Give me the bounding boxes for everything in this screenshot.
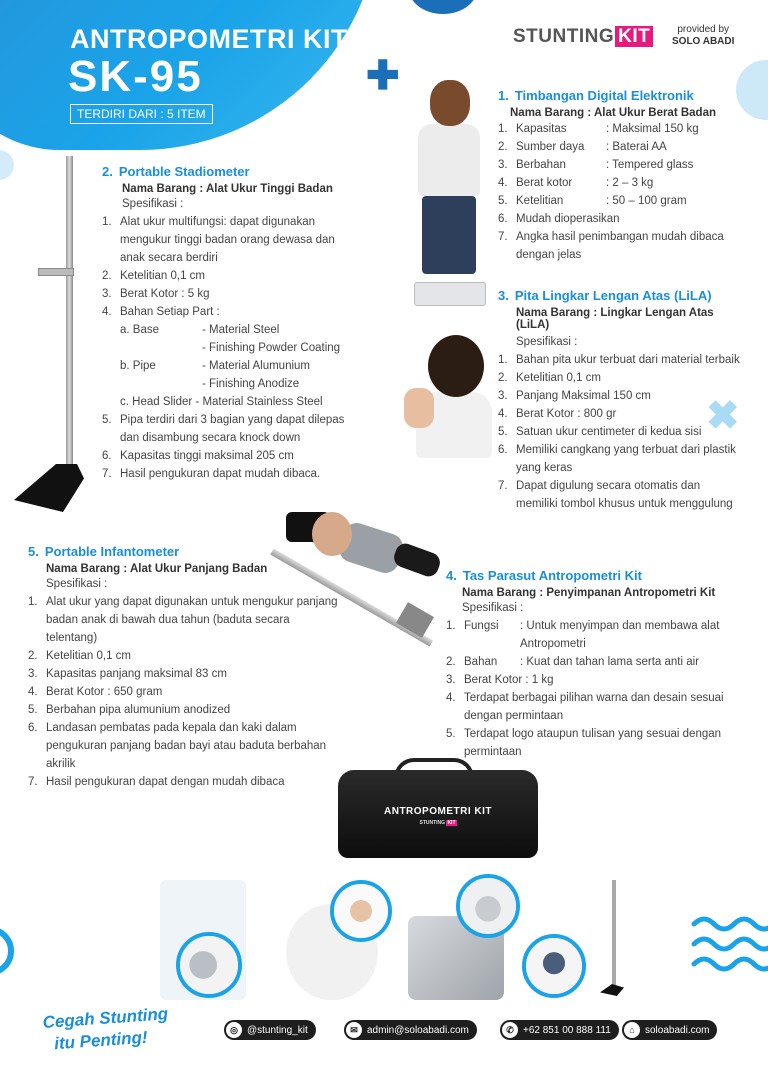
spec-row: 6. Memiliki cangkang yang terbuat dari plastik yang keras xyxy=(498,444,736,474)
spec-row: 2. Ketelitian 0,1 cm xyxy=(498,372,602,384)
stadiometer-head-slider xyxy=(38,268,74,276)
decor-dot xyxy=(408,0,478,14)
spec-row: 3. Berbahan : Tempered glass xyxy=(498,159,694,171)
section-number: 3. xyxy=(498,288,509,303)
infantometer-footboard xyxy=(396,602,434,638)
spec-row: 1. Alat ukur multifungsi: dapat digunakan mengukur tinggi badan orang dewasa dan anak secara berdiri xyxy=(102,216,335,264)
provider-name: SOLO ABADI xyxy=(672,36,735,47)
brand-name: STUNTING xyxy=(513,26,615,47)
part-row: - Finishing Anodize xyxy=(202,378,300,390)
section-lila xyxy=(498,288,760,513)
contact-label: admin@soloabadi.com xyxy=(367,1024,469,1036)
child-on-scale-legs xyxy=(422,196,476,274)
spec-row: 2. Ketelitian 0,1 cm xyxy=(102,270,206,282)
spec-row: 4. Berat Kotor : 650 gram xyxy=(28,686,163,698)
instagram-icon: ◎ xyxy=(226,1022,242,1038)
spec-row: 5. Satuan ukur centimeter di kedua sisi xyxy=(498,426,702,438)
slogan-line: itu Penting! xyxy=(53,1027,149,1054)
header-subtitle: TERDIRI DARI : 5 ITEM xyxy=(70,104,213,124)
spec-row: 5. Berbahan pipa alumunium anodized xyxy=(28,704,231,716)
spec-row: 1. Kapasitas : Maksimal 150 kg xyxy=(498,123,699,135)
contact-instagram[interactable] xyxy=(224,1020,316,1040)
item-name-label: Nama Barang xyxy=(462,587,537,599)
gallery-stadiometer-base xyxy=(600,984,624,996)
spec-row: 7. Hasil pengukuran dapat mudah dibaca. xyxy=(102,468,321,480)
item-name-label: Nama Barang xyxy=(46,563,121,575)
spec-row: 4. Berat kotor : 2 – 3 kg xyxy=(498,177,654,189)
child-on-scale-body xyxy=(418,124,480,196)
item-name xyxy=(46,563,348,575)
spec-row: 4. Berat Kotor : 800 gr xyxy=(498,408,617,420)
spec-label: Spesifikasi : xyxy=(516,336,578,348)
spec-row: 7. Hasil pengukuran dapat dengan mudah dibaca xyxy=(28,776,285,788)
item-name-value: : Lingkar Lengan Atas xyxy=(593,307,714,319)
spec-row: 6. Mudah dioperasikan xyxy=(498,213,620,225)
part-row: c. Head Slider - Material Stainless Steel xyxy=(120,396,323,408)
brand-kit-badge: KIT xyxy=(615,26,653,47)
provider-note xyxy=(672,24,734,48)
plus-icon: ✚ xyxy=(366,54,400,98)
stadiometer-base xyxy=(14,464,84,512)
part-row: b. Pipe - Material Alumunium xyxy=(120,360,311,372)
section-title-text: Portable Stadiometer xyxy=(118,164,250,179)
gallery-circle-scale xyxy=(456,874,520,938)
section-title-text: Portable Infantometer xyxy=(44,544,180,559)
child-on-scale-head xyxy=(430,80,470,126)
item-name-value: : Penyimpanan Antropometri Kit xyxy=(539,587,716,599)
section-timbangan xyxy=(498,88,760,264)
item-name-label: Nama Barang xyxy=(510,107,585,119)
header-model: SK-95 xyxy=(68,52,203,101)
digital-scale xyxy=(414,282,486,306)
item-name xyxy=(510,107,760,119)
stadiometer-pole xyxy=(66,156,73,474)
section-title-text: Timbangan Digital Elektronik xyxy=(514,88,694,103)
baby-infantometer-legs xyxy=(391,541,442,579)
section-title-text: Pita Lingkar Lengan Atas (LiLA) xyxy=(514,288,712,303)
spec-label: Spesifikasi : xyxy=(122,198,184,210)
contact-label: @stunting_kit xyxy=(247,1024,308,1036)
spec-row: 2. Ketelitian 0,1 cm xyxy=(28,650,132,662)
section-number: 4. xyxy=(446,568,457,583)
spec-row: 3. Panjang Maksimal 150 cm xyxy=(498,390,651,402)
section-number: 1. xyxy=(498,88,509,103)
gallery-stadiometer-pole xyxy=(612,880,616,990)
spec-row: 7. Angka hasil penimbangan mudah dibaca dengan jelas xyxy=(498,231,724,261)
section-title xyxy=(102,164,364,179)
item-name-label: Nama Barang xyxy=(122,183,197,195)
item-name-value: : Alat Ukur Berat Badan xyxy=(587,107,716,119)
contact-whatsapp[interactable] xyxy=(500,1020,619,1040)
item-name xyxy=(516,307,760,319)
section-title xyxy=(498,288,760,303)
spec-row: 5. Terdapat logo ataupun tulisan yang sesuai dengan permintaan xyxy=(446,728,722,758)
item-name-value: : Alat Ukur Tinggi Badan xyxy=(199,183,333,195)
section-title xyxy=(28,544,348,559)
gallery-circle-lila xyxy=(330,880,392,942)
section-infantometer xyxy=(28,544,348,791)
spec-row: 3. Berat Kotor : 5 kg xyxy=(102,288,210,300)
section-title xyxy=(498,88,760,103)
gallery-circle-child xyxy=(522,934,586,998)
spec-row: 1. Fungsi : Untuk menyimpan dan membawa alat Antropometri xyxy=(446,620,720,650)
spec-row: 6. Kapasitas tinggi maksimal 205 cm xyxy=(102,450,294,462)
contact-website[interactable] xyxy=(622,1020,717,1040)
header-title: ANTROPOMETRI KIT xyxy=(70,24,348,54)
part-row: a. Base - Material Steel xyxy=(120,324,280,336)
spec-row: 3. Berat Kotor : 1 kg xyxy=(446,674,554,686)
spec-row: 5. Pipa terdiri dari 3 bagian yang dapat dilepas dan disambung secara knock down xyxy=(102,414,345,444)
slogan-line: Cegah Stunting xyxy=(42,1004,169,1032)
home-icon: ⌂ xyxy=(624,1022,640,1038)
section-title-text: Tas Parasut Antropometri Kit xyxy=(462,568,642,583)
item-name xyxy=(462,587,746,599)
email-icon: ✉ xyxy=(346,1022,362,1038)
item-name-cont: (LiLA) xyxy=(516,319,550,331)
item-name xyxy=(122,183,364,195)
spec-row: 1. Bahan pita ukur terbuat dari material terbaik xyxy=(498,354,740,366)
spec-row: 2. Bahan : Kuat dan tahan lama serta anti air xyxy=(446,656,699,668)
contact-label: +62 851 00 888 111 xyxy=(523,1024,611,1036)
spec-row: 6. Landasan pembatas pada kepala dan kaki dalam pengukuran panjang badan bayi atau baduta berbahan akrilik xyxy=(28,722,327,770)
whatsapp-icon: ✆ xyxy=(502,1022,518,1038)
cross-icon: ✖ xyxy=(706,394,740,438)
baby-lila-head xyxy=(428,335,484,397)
decor-leaf xyxy=(0,150,14,180)
part-row: - Finishing Powder Coating xyxy=(202,342,341,354)
bag-print-kit: KIT xyxy=(447,820,456,826)
spec-row: 4. Terdapat berbagai pilihan warna dan desain sesuai dengan permintaan xyxy=(446,692,724,722)
spec-row: 3. Kapasitas panjang maksimal 83 cm xyxy=(28,668,227,680)
section-tas xyxy=(446,568,746,761)
bag-print-brand: STUNTING xyxy=(419,820,446,826)
spec-row: 4. Bahan Setiap Part : xyxy=(102,306,220,318)
bag-print-title: ANTROPOMETRI KIT xyxy=(384,806,492,817)
contact-label: soloabadi.com xyxy=(645,1024,710,1036)
item-name-value: : Alat Ukur Panjang Badan xyxy=(123,563,268,575)
section-number: 5. xyxy=(28,544,39,559)
spec-row: 5. Ketelitian : 50 – 100 gram xyxy=(498,195,687,207)
provider-label: provided by xyxy=(677,24,730,35)
spec-label: Spesifikasi : xyxy=(46,578,108,590)
brand-logo xyxy=(513,26,653,48)
lila-tape-hand xyxy=(404,388,434,428)
slogan xyxy=(42,1003,170,1056)
spec-row: 2. Sumber daya : Baterai AA xyxy=(498,141,667,153)
contact-email[interactable] xyxy=(344,1020,477,1040)
spec-label: Spesifikasi : xyxy=(462,602,524,614)
item-name-label: Nama Barang xyxy=(516,307,591,319)
bag-print-logo xyxy=(338,820,538,826)
spec-row: 7. Dapat digulung secara otomatis dan memiliki tombol khusus untuk menggulung xyxy=(498,480,733,510)
waves-decoration xyxy=(690,910,768,980)
section-title xyxy=(446,568,746,583)
section-stadiometer xyxy=(102,164,364,483)
gallery-circle-infant xyxy=(176,932,242,998)
section-number: 2. xyxy=(102,164,113,179)
spec-row: 1. Alat ukur yang dapat digunakan untuk mengukur panjang badan anak di bawah dua tahun (baduta secara telentang) xyxy=(28,596,338,644)
decor-ring xyxy=(0,926,14,976)
